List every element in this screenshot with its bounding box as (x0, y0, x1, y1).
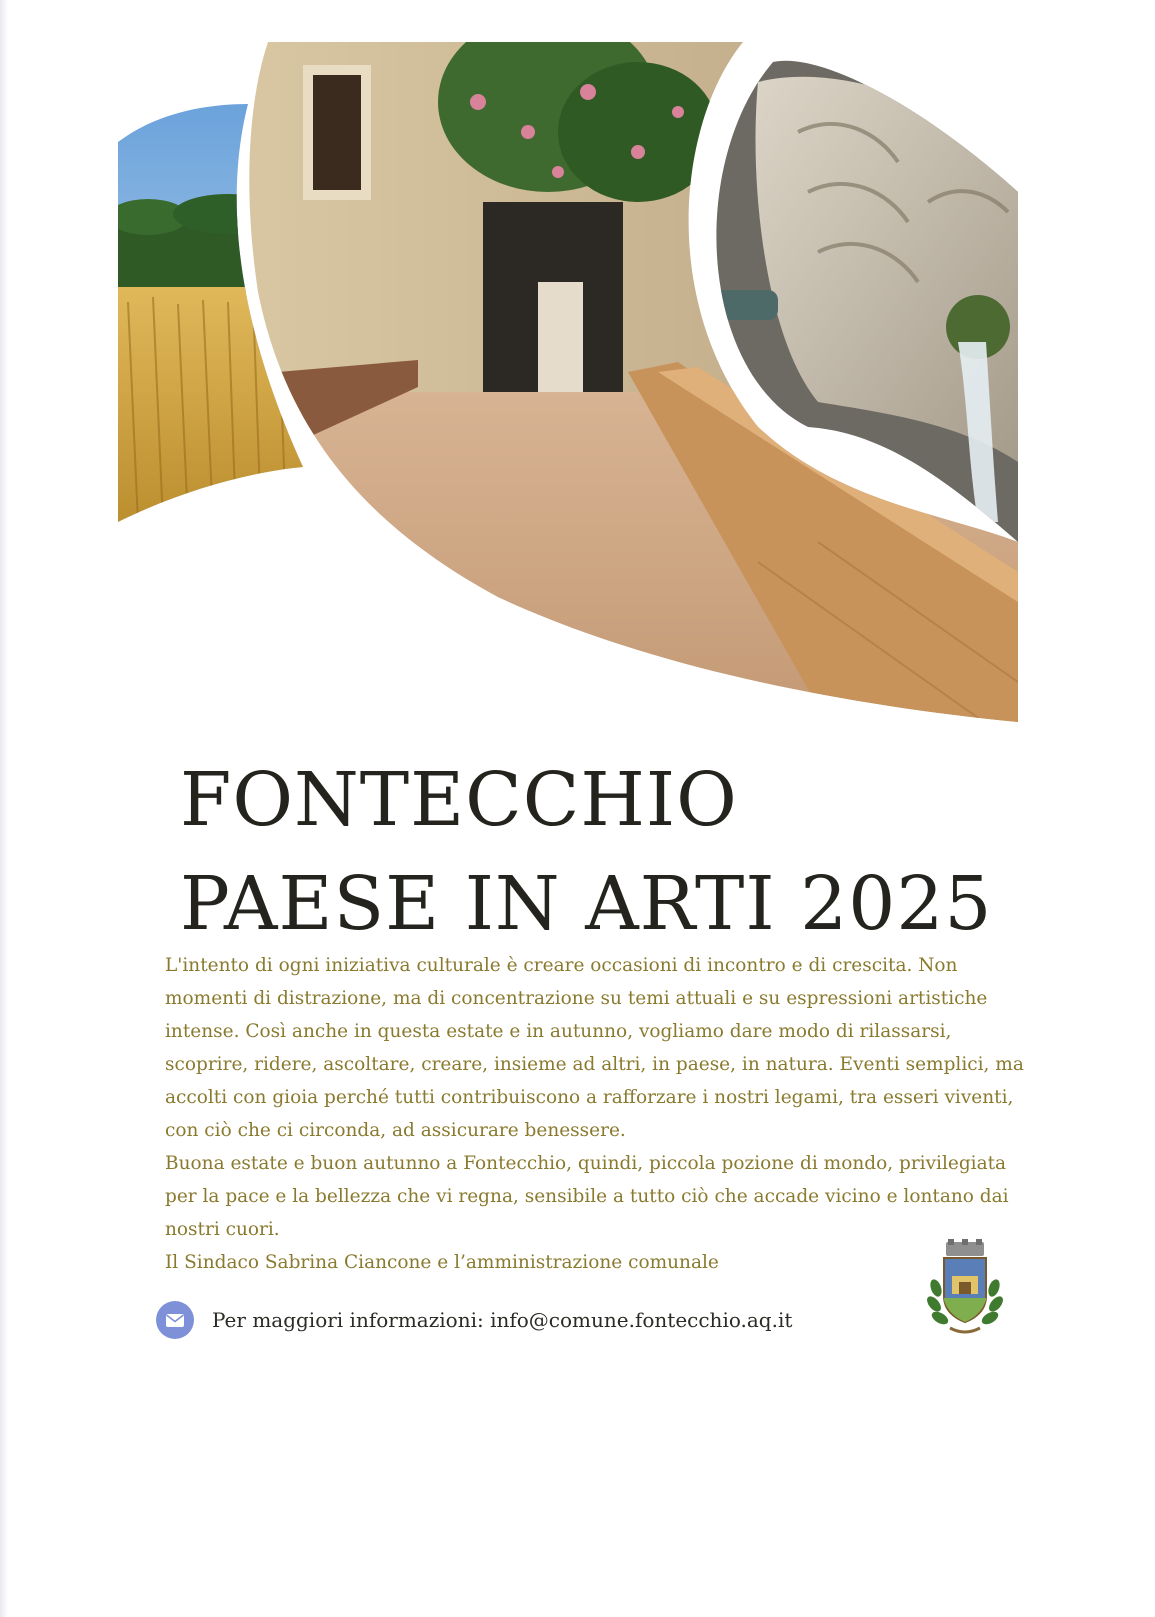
signature: Il Sindaco Sabrina Ciancone e l’amministrazione comunale (165, 1252, 719, 1273)
closing-paragraph: Buona estate e buon autunno a Fontecchio, quindi, piccola pozione di mondo, privilegiata per la pace e la bellezza che vi regna, sensibile a tutto ciò che accade vicino e lontano dai nostri cuori. (165, 1153, 1009, 1240)
intro-paragraph: L'intento di ogni iniziativa culturale è creare occasioni di incontro e di crescita. Non momenti di distrazione, ma di concentrazione su temi attuali e su espressioni artistiche intense. Così anche in questa estate e in autunno, vogliamo dare modo di rilassarsi, scoprire, ridere, ascoltare, creare, insieme ad altri, in paese, in natura. Eventi semplici, ma accolti con gioia perché tutti contribuiscono a rafforzare i nostri legami, tra esseri viventi, con ciò che ci circonda, ad assicurare benessere. (165, 955, 1024, 1141)
municipal-crest-icon (922, 1238, 1008, 1340)
contact-email-text[interactable]: Per maggiori informazioni: info@comune.fontecchio.aq.it (212, 1308, 793, 1332)
body-text (165, 949, 1025, 1279)
contact-info (156, 1300, 792, 1340)
title-line-2: PAESE IN ARTI 2025 (180, 861, 993, 947)
poster-title (180, 748, 1080, 956)
page-edge-shadow (0, 0, 8, 1617)
title-line-1: FONTECCHIO (180, 757, 738, 843)
mail-icon[interactable] (156, 1301, 194, 1339)
photo-collage (118, 42, 1055, 742)
